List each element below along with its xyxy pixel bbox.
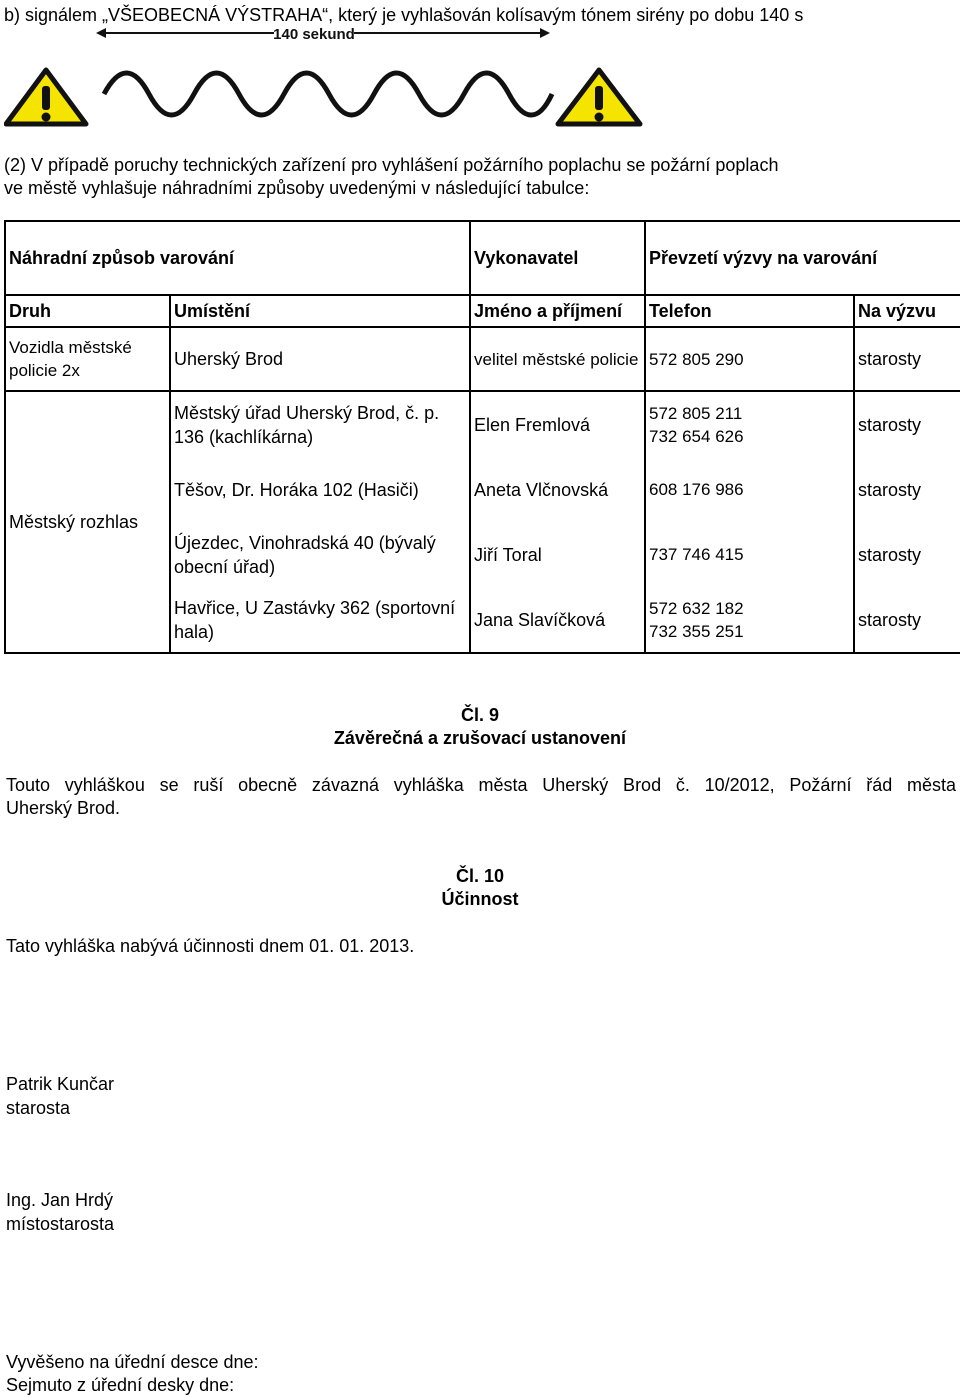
siren-wave [104, 73, 552, 115]
duration-arrow [96, 26, 550, 43]
article-10-text: Tato vyhláška nabývá účinnosti dnem 01. 01. 2013. [6, 936, 415, 956]
cell-na-vyzvu: starosty [854, 522, 960, 587]
siren-figure [4, 26, 954, 130]
paragraph-2-line-2: ve městě vyhlašuje náhradními způsoby uvedenými v následující tabulce: [4, 178, 590, 198]
table-row [5, 327, 960, 391]
paragraph-2-line-1: (2) V případě poruchy technických zařízení pro vyhlášení požárního poplachu se požární poplach [4, 155, 779, 175]
subheader-umisteni: Umístění [170, 295, 470, 327]
cell-na-vyzvu: starosty [854, 587, 960, 653]
signature-role: starosta [6, 1098, 71, 1118]
signature-role: místostarosta [6, 1214, 115, 1234]
signature-name: Ing. Jan Hrdý [6, 1190, 114, 1210]
article-9-text-line-2: Uherský Brod. [6, 798, 121, 818]
article-9-text-line-1: Touto vyhláškou se ruší obecně závazná vyhláška města Uherský Brod č. 10/2012, Požární řád města [6, 775, 956, 795]
subheader-telefon: Telefon [645, 295, 854, 327]
header-executor: Vykonavatel [470, 221, 645, 295]
cell-telefon [645, 391, 854, 457]
cell-na-vyzvu: starosty [854, 457, 960, 522]
warning-methods-table [4, 220, 960, 654]
warning-triangle-icon [558, 70, 640, 124]
cell-jmeno: Jana Slavíčková [470, 587, 645, 653]
duration-label: 140 sekund [273, 26, 355, 43]
cell-umisteni: Havřice, U Zastávky 362 (sportovní hala) [170, 587, 470, 653]
table-subheader-row [5, 295, 960, 327]
table-header-row [5, 221, 960, 295]
article-9-number: Čl. 9 [460, 705, 499, 725]
table-row [5, 391, 960, 457]
cell-umisteni: Těšov, Dr. Horáka 102 (Hasiči) [170, 457, 470, 522]
subheader-druh: Druh [5, 295, 170, 327]
article-10-title: Účinnost [441, 889, 519, 909]
posted-notice: Vyvěšeno na úřední desce dne: [6, 1352, 259, 1372]
article-10-number: Čl. 10 [455, 866, 505, 886]
cell-umisteni: Újezdec, Vinohradská 40 (bývalý obecní úřad) [170, 522, 470, 587]
header-takeover: Převzetí výzvy na varování [645, 221, 960, 295]
signature-name: Patrik Kunčar [6, 1074, 115, 1094]
cell-telefon: 572 805 290 [645, 327, 854, 391]
phone-primary: 572 805 211 [649, 403, 743, 423]
cell-druh-rozhlas: Městský rozhlas [5, 391, 170, 653]
cell-umisteni: Městský úřad Uherský Brod, č. p. 136 (kachlíkárna) [170, 391, 470, 457]
subheader-jmeno: Jméno a příjmení [470, 295, 645, 327]
cell-jmeno: Elen Fremlová [470, 391, 645, 457]
phone-primary: 572 632 182 [649, 598, 744, 618]
cell-jmeno: Aneta Vlčnovská [470, 457, 645, 522]
article-9-title: Závěrečná a zrušovací ustanovení [333, 728, 627, 748]
cell-telefon: 608 176 986 [645, 457, 854, 522]
phone-secondary: 732 355 251 [649, 621, 744, 641]
header-method: Náhradní způsob varování [5, 221, 470, 295]
cell-druh: Vozidla městské policie 2x [5, 327, 170, 391]
cell-jmeno: Jiří Toral [470, 522, 645, 587]
cell-jmeno: velitel městské policie [470, 327, 645, 391]
cell-umisteni: Uherský Brod [170, 327, 470, 391]
cell-telefon: 737 746 415 [645, 522, 854, 587]
cell-na-vyzvu: starosty [854, 327, 960, 391]
cell-telefon [645, 587, 854, 653]
phone-secondary: 732 654 626 [649, 426, 744, 446]
removed-notice: Sejmuto z úřední desky dne: [6, 1375, 235, 1395]
warning-triangle-icon [6, 70, 86, 124]
signal-heading: b) signálem „VŠEOBECNÁ VÝSTRAHA“, který je vyhlašován kolísavým tónem sirény po dobu 140 s [4, 5, 804, 25]
cell-na-vyzvu: starosty [854, 391, 960, 457]
subheader-na-vyzvu: Na výzvu [854, 295, 960, 327]
